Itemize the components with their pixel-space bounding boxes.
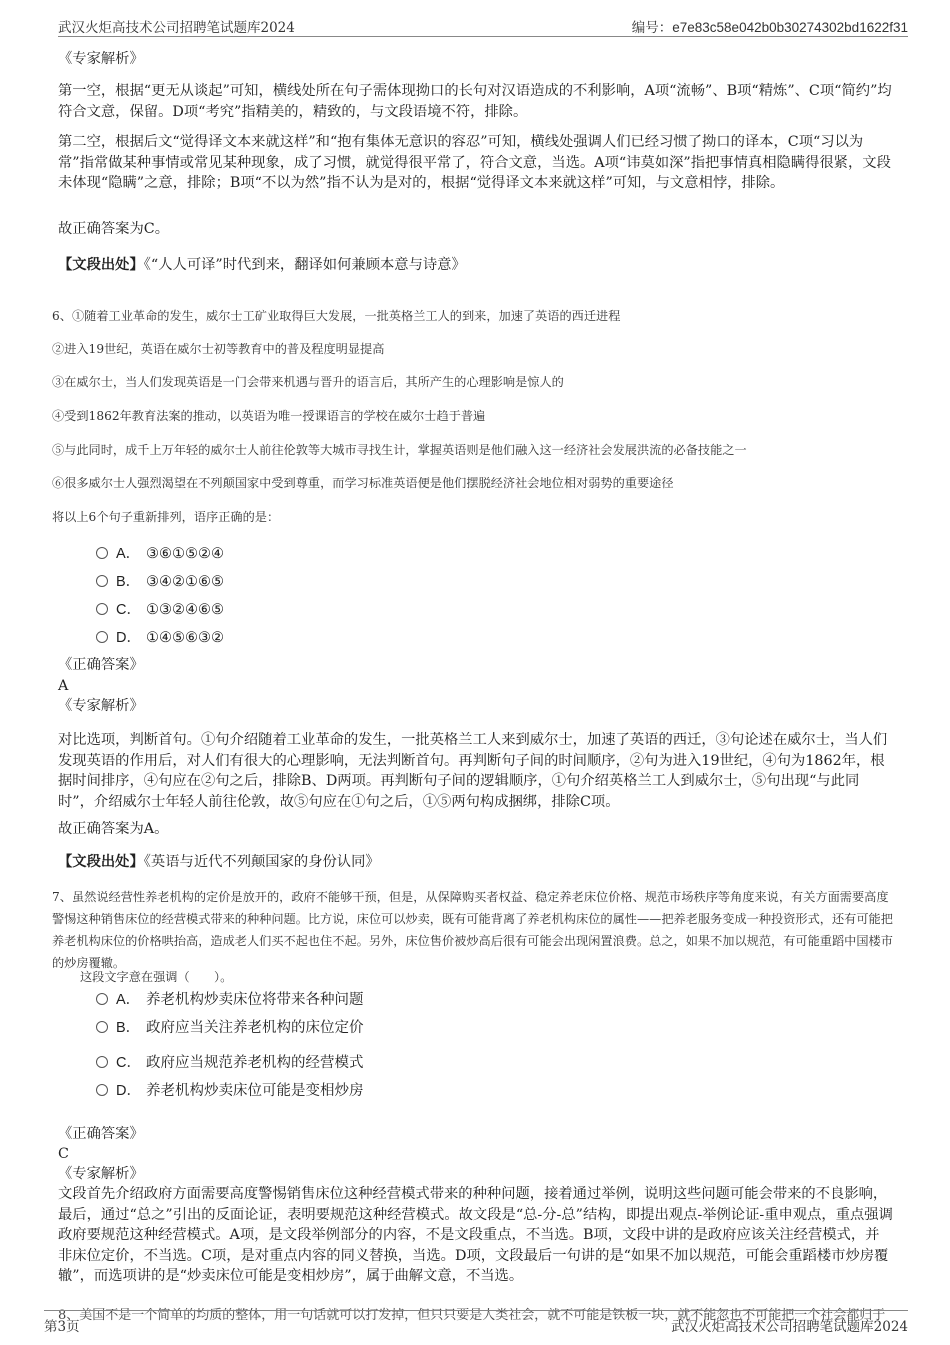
q6-source-tag: 【文段出处】: [58, 854, 144, 870]
q7-option-d[interactable]: D． 养老机构炒卖床位可能是变相炒房: [96, 1081, 364, 1101]
radio-icon[interactable]: [96, 993, 108, 1005]
q6-analysis-label: 《专家解析》: [58, 698, 144, 714]
footer-page-number: 第3页: [44, 1319, 80, 1335]
q5-analysis-para1: 第一空，根据“更无从谈起”可知，横线处所在句子需体现拗口的长句对汉语造成的不利影响，A项“流畅”、B项“精炼”、C项“简约”均符合文意，保留。D项“考究”指精美的，精致的，与文段语境不符，排除。: [58, 83, 892, 120]
q6-prompt: 将以上6个句子重新排列，语序正确的是：: [52, 510, 280, 524]
q6-sentence-2: ②进入19世纪，英语在威尔士初等教育中的普及程度明显提高: [52, 342, 385, 356]
q5-analysis-para2: 第二空，根据后文“觉得译文本来就这样”和“抱有集体无意识的容忍”可知，横线处强调人们已经习惯了拗口的译本，C项“习以为常”指常做某种事情或常见某种现象，成了习惯，就觉得很平常了，符合文意，当选。A项“讳莫如深”指把事情真相隐瞒得很紧，文段未体现“隐瞒”之意，排除；B项“不以为然”指不认为是对的，根据“觉得译文本来就这样”可知，与文意相悖，排除。: [58, 134, 891, 191]
q6-sentence-4: ④受到1862年教育法案的推动，以英语为唯一授课语言的学校在威尔士趋于普遍: [52, 409, 486, 423]
q7-option-c[interactable]: C． 政府应当规范养老机构的经营模式: [96, 1053, 364, 1073]
q6-option-d[interactable]: D． ①④⑤⑥③②: [96, 628, 224, 648]
q8-partial: 8、美国不是一个简单的均质的整体，用一句话就可以打发掉，但只只要是人类社会，就不可能是铁板一块，就不能忽也不可能把一个社会都归于: [58, 1308, 886, 1323]
radio-icon[interactable]: [96, 1084, 108, 1096]
q7-analysis-label: 《专家解析》: [58, 1166, 144, 1182]
q6-sentence-5: ⑤与此同时，成千上万年轻的威尔士人前往伦敦等大城市寻找生计，掌握英语则是他们融入这一经济社会发展洪流的必备技能之一: [52, 443, 747, 457]
q6-conclusion: 故正确答案为A。: [58, 821, 169, 837]
radio-icon[interactable]: [96, 603, 108, 615]
page-header: [58, 14, 908, 37]
header-title: 武汉火炬高技术公司招聘笔试题库2024: [58, 20, 295, 36]
q6-option-b[interactable]: B． ③④②①⑥⑤: [96, 572, 224, 592]
q7-option-b[interactable]: B． 政府应当关注养老机构的床位定价: [96, 1018, 364, 1038]
q7-answer-label: 《正确答案》: [58, 1126, 144, 1142]
q5-analysis-label: 《专家解析》: [58, 51, 144, 67]
q5-source: [58, 255, 893, 276]
header-doc-id: 编号：e7e83c58e042b0b30274302bd1622f31: [631, 20, 908, 35]
radio-icon[interactable]: [96, 1056, 108, 1068]
radio-icon[interactable]: [96, 631, 108, 643]
radio-icon[interactable]: [96, 547, 108, 559]
q6-analysis: 对比选项，判断首句。①句介绍随着工业革命的发生，一批英格兰工人来到威尔士，加速了英语的西迁，③句论述在威尔士，当人们发现英语的作用后，对人们有很大的心理影响，无法判断首句。再判断句子间的时间顺序，②句为进入19世纪，④句为1862年，根据时间排序，④句应在②句之后，排除B、D两项。再判断句子间的逻辑顺序，①句介绍英格兰工人到威尔士，⑤句出现“与此同时”，介绍威尔士年轻人前往伦敦，故⑤句应在①句之后，①⑤两句构成捆绑，排除C项。: [58, 732, 888, 810]
radio-icon[interactable]: [96, 575, 108, 587]
q5-source-tag: 【文段出处】: [58, 257, 144, 273]
q5-source-text: 《“人人可译”时代到来，翻译如何兼顾本意与诗意》: [143, 257, 466, 273]
q6-option-a[interactable]: A． ③⑥①⑤②④: [96, 544, 224, 564]
q5-conclusion: 故正确答案为C。: [58, 221, 170, 237]
q7-option-a[interactable]: A． 养老机构炒卖床位将带来各种问题: [96, 990, 364, 1010]
q6-option-c[interactable]: C． ①③②④⑥⑤: [96, 600, 224, 620]
radio-icon[interactable]: [96, 1021, 108, 1033]
q6-answer-label: 《正确答案》: [58, 657, 144, 673]
footer-title: 武汉火炬高技术公司招聘笔试题库2024: [671, 1319, 908, 1335]
q6-sentence-6: ⑥很多威尔士人强烈渴望在不列颠国家中受到尊重，而学习标准英语便是他们摆脱经济社会地位相对弱势的重要途径: [52, 476, 674, 490]
q7-answer: C: [58, 1146, 69, 1162]
page-content: [0, 44, 950, 1323]
page-footer: [44, 1310, 908, 1337]
q7-prompt: 这段文字意在强调（ ）。: [80, 970, 233, 984]
q7-passage: 7、虽然说经营性养老机构的定价是放开的，政府不能够干预，但是，从保障购买者权益、稳定养老床位价格、规范市场秩序等角度来说，有关方面需要高度警惕这种销售床位的经营模式带来的种种问题。比方说，床位可以炒卖，既有可能背离了养老机构床位的属性——把养老服务变成一种投资形式，还有可能把养老机构床位的价格哄抬高，造成老人们买不起也住不起。另外，床位售价被炒高后很有可能会出现闲置浪费。总之，如果不加以规范，有可能重蹈中国楼市的炒房覆辙。: [52, 890, 893, 970]
q6-source-text: 《英语与近代不列颠国家的身份认同》: [143, 854, 380, 870]
q6-sentence-1: 6、①随着工业革命的发生，威尔士工矿业取得巨大发展，一批英格兰工人的到来，加速了英语的西迁进程: [52, 309, 621, 323]
q6-sentence-3: ③在威尔士，当人们发现英语是一门会带来机遇与晋升的语言后，其所产生的心理影响是惊人的: [52, 375, 564, 389]
q6-answer: A: [58, 678, 69, 694]
q6-source: [58, 852, 893, 873]
q7-analysis: 文段首先介绍政府方面需要高度警惕销售床位这种经营模式带来的种种问题，接着通过举例，说明这些问题可能会带来的不良影响，最后，通过“总之”引出的反面论证，表明要规范这种经营模式。故文段是“总-分-总”结构，即提出观点-举例论证-重申观点，重点强调政府要规范这种经营模式。A项，是文段举例部分的内容，不是文段重点，不当选。B项，文段中讲的是政府应该关注经营模式，并非床位定价，不当选。C项，是对重点内容的同义替换，当选。D项，文段最后一句讲的是“如果不加以规范，可能会重蹈楼市炒房覆辙”，而选项讲的是“炒卖床位可能是变相炒房”，属于曲解文意，不当选。: [58, 1186, 893, 1284]
